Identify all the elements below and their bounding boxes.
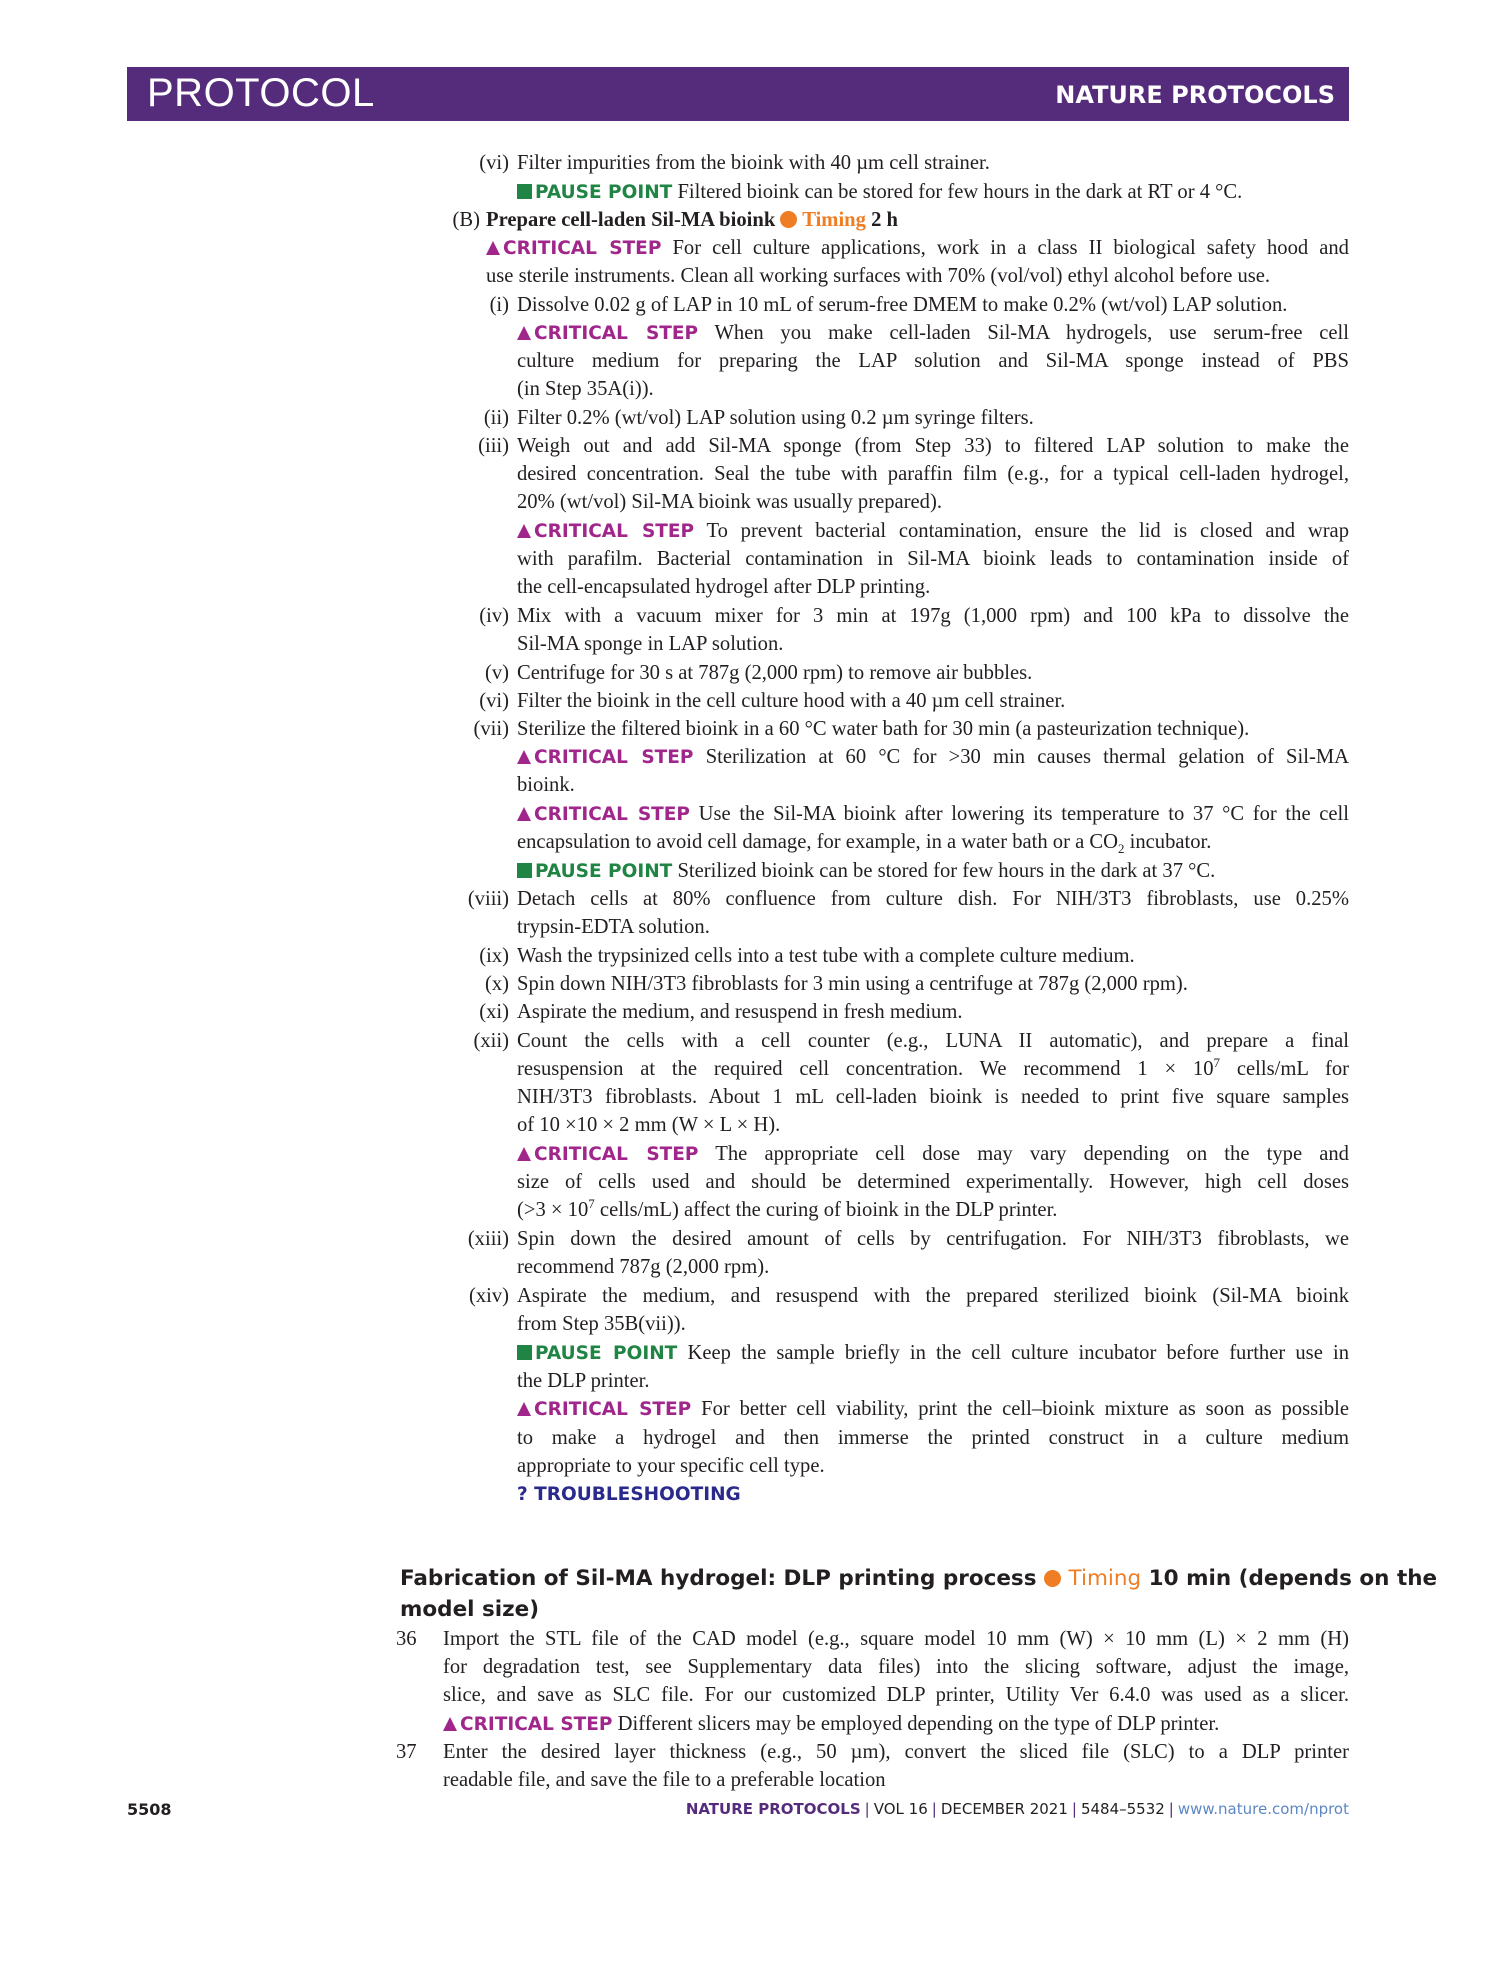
header-banner	[127, 67, 1349, 121]
pause-point-note	[517, 1339, 1349, 1367]
pause-label: PAUSE POINT	[535, 1343, 678, 1364]
critical-step-note	[517, 319, 1349, 347]
critical-label: CRITICAL STEP	[534, 747, 694, 768]
pause-text: Sterilized bioink can be stored for few hours in the dark at 37 °C.	[677, 860, 1216, 882]
step-number: (x)	[484, 973, 509, 995]
step-text: Mix with a vacuum mixer for 3 min at 197g (1,000 rpm) and 100 kPa to dissolve the	[517, 605, 1349, 627]
critical-text: use sterile instruments. Clean all working surfaces with 70% (vol/vol) ethyl alcohol before use.	[486, 265, 1271, 287]
step-text: trypsin-EDTA solution.	[517, 916, 710, 938]
step-number: (B)	[452, 209, 480, 231]
step-number: 36	[396, 1628, 417, 1650]
pause-square-icon	[517, 184, 532, 199]
step-text: Sil-MA sponge in LAP solution.	[517, 633, 784, 655]
critical-text: Different slicers may be employed depending on the type of DLP printer.	[617, 1713, 1220, 1735]
step-text: Filter the bioink in the cell culture hood with a 40 µm cell strainer.	[517, 690, 1066, 712]
step-text: from Step 35B(vii)).	[517, 1313, 686, 1335]
step-text: Spin down NIH/3T3 fibroblasts for 3 min using a centrifuge at 787g (2,000 rpm).	[517, 973, 1188, 995]
critical-text: To prevent bacterial contamination, ensure the lid is closed and wrap	[706, 520, 1349, 542]
step-text: recommend 787g (2,000 rpm).	[517, 1256, 770, 1278]
step-text: Dissolve 0.02 g of LAP in 10 mL of serum-free DMEM to make 0.2% (wt/vol) LAP solution.	[517, 294, 1288, 316]
step-number: (v)	[484, 662, 509, 684]
critical-text-part: (>3 × 10	[517, 1199, 589, 1221]
critical-text: (in Step 35A(i)).	[517, 378, 654, 400]
critical-label: CRITICAL STEP	[534, 804, 690, 825]
step-number: (iv)	[479, 605, 509, 627]
step-text: Sterilize the filtered bioink in a 60 °C water bath for 30 min (a pasteurization technique).	[517, 718, 1250, 740]
step-text: Spin down the desired amount of cells by centrifugation. For NIH/3T3 fibroblasts, we	[517, 1228, 1349, 1250]
critical-step-note	[517, 743, 1349, 771]
critical-triangle-icon	[517, 326, 531, 340]
step-number: (vi)	[479, 690, 509, 712]
critical-step-note	[517, 800, 1349, 828]
step-text: Wash the trypsinized cells into a test tube with a complete culture medium.	[517, 945, 1135, 967]
pause-label: PAUSE POINT	[535, 182, 673, 203]
step-number: (viii)	[467, 888, 509, 910]
step-text-part: resuspension at the required cell concentration. We recommend 1 × 10	[517, 1058, 1214, 1080]
step-number: (i)	[489, 294, 509, 316]
pause-square-icon	[517, 863, 532, 878]
critical-step-note	[517, 1140, 1349, 1168]
pause-point-note	[517, 178, 1242, 206]
footer-url-link[interactable]: www.nature.com/nprot	[1177, 1800, 1349, 1818]
step-text: 20% (wt/vol) Sil-MA bioink was usually prepared).	[517, 491, 942, 513]
step-text-part: cells/mL for	[1220, 1058, 1349, 1080]
step-number: (ix)	[479, 945, 509, 967]
critical-text: Use the Sil-MA bioink after lowering its temperature to 37 °C for the cell	[698, 803, 1349, 825]
section-type-label: PROTOCOL	[147, 71, 375, 115]
critical-step-note	[517, 1395, 1349, 1423]
timing-value: 2 h	[871, 209, 898, 231]
step-number: (xiv)	[468, 1285, 509, 1307]
critical-text: to make a hydrogel and then immerse the printed construct in a culture medium	[517, 1427, 1349, 1449]
step-number: (xii)	[473, 1030, 509, 1052]
critical-text: with parafilm. Bacterial contamination in Sil-MA bioink leads to contamination inside of	[517, 548, 1349, 570]
critical-text: For cell culture applications, work in a class II biological safety hood and	[672, 237, 1349, 259]
pause-text: the DLP printer.	[517, 1370, 650, 1392]
footer-journal: NATURE PROTOCOLS	[685, 1800, 861, 1818]
footer-volume: VOL 16	[873, 1800, 928, 1818]
critical-label: CRITICAL STEP	[503, 238, 662, 259]
critical-step-note	[486, 234, 1349, 262]
timing-dot-icon	[780, 211, 797, 228]
critical-step-note	[443, 1710, 1219, 1738]
step-heading-text: Prepare cell-laden Sil-MA bioink	[486, 209, 776, 231]
step-text: Aspirate the medium, and resuspend with the prepared sterilized bioink (Sil-MA bioink	[517, 1285, 1349, 1307]
subscript: 2	[1118, 841, 1125, 857]
critical-text: The appropriate cell dose may vary depending on the type and	[715, 1143, 1349, 1165]
pause-text: Keep the sample briefly in the cell culture incubator before further use in	[687, 1342, 1349, 1364]
critical-triangle-icon	[443, 1717, 457, 1731]
step-text: readable file, and save the file to a preferable location	[443, 1769, 886, 1791]
critical-triangle-icon	[517, 807, 531, 821]
superscript: 7	[1213, 1055, 1221, 1071]
step-text: Filter impurities from the bioink with 40 µm cell strainer.	[517, 152, 990, 174]
section-title: Fabrication of Sil-MA hydrogel: DLP printing process	[400, 1566, 1037, 1591]
step-text: Enter the desired layer thickness (e.g., 50 µm), convert the sliced file (SLC) to a DLP printer	[443, 1741, 1349, 1763]
critical-text: For better cell viability, print the cell–bioink mixture as soon as possible	[701, 1398, 1349, 1420]
critical-text: culture medium for preparing the LAP solution and Sil-MA sponge instead of PBS	[517, 350, 1349, 372]
section-heading	[400, 1563, 1437, 1594]
pause-text: Filtered bioink can be stored for few hours in the dark at RT or 4 °C.	[677, 181, 1243, 203]
critical-text: Sterilization at 60 °C for >30 min causes thermal gelation of Sil-MA	[705, 746, 1349, 768]
step-text: desired concentration. Seal the tube with paraffin film (e.g., for a typical cell-laden hydrogel,	[517, 463, 1349, 485]
critical-text: When you make cell-laden Sil-MA hydrogels, use serum-free cell	[714, 322, 1349, 344]
critical-triangle-icon	[517, 524, 531, 538]
page-number: 5508	[127, 1800, 172, 1819]
critical-text	[517, 1196, 1057, 1224]
critical-label: CRITICAL STEP	[534, 1399, 692, 1420]
step-text: Count the cells with a cell counter (e.g., LUNA II automatic), and prepare a final	[517, 1030, 1349, 1052]
pause-point-note	[517, 857, 1215, 885]
critical-text-part: encapsulation to avoid cell damage, for example, in a water bath or a CO	[517, 831, 1118, 853]
critical-text: appropriate to your specific cell type.	[517, 1455, 825, 1477]
critical-label: CRITICAL STEP	[460, 1714, 613, 1735]
step-text: Detach cells at 80% confluence from culture dish. For NIH/3T3 fibroblasts, use 0.25%	[517, 888, 1349, 910]
step-heading	[486, 206, 898, 234]
critical-triangle-icon	[517, 750, 531, 764]
step-number: (vii)	[473, 718, 509, 740]
section-heading-continued: model size)	[400, 1597, 540, 1622]
critical-text-part: cells/mL) affect the curing of bioink in the DLP printer.	[594, 1199, 1058, 1221]
critical-text: the cell-encapsulated hydrogel after DLP printing.	[517, 576, 931, 598]
pause-label: PAUSE POINT	[535, 861, 673, 882]
step-text	[517, 1055, 1349, 1083]
timing-label: Timing	[802, 209, 866, 231]
step-number: (vi)	[479, 152, 509, 174]
critical-triangle-icon	[517, 1402, 531, 1416]
step-number: (xi)	[479, 1001, 509, 1023]
critical-triangle-icon	[517, 1147, 531, 1161]
critical-text-part: incubator.	[1124, 831, 1212, 853]
step-text: slice, and save as SLC file. For our customized DLP printer, Utility Ver 6.4.0 was used as a slicer.	[443, 1684, 1349, 1706]
critical-label: CRITICAL STEP	[534, 521, 695, 542]
journal-name: NATURE PROTOCOLS	[1055, 81, 1335, 109]
timing-label: Timing	[1068, 1566, 1142, 1591]
critical-text: bioink.	[517, 774, 575, 796]
critical-text	[517, 828, 1211, 856]
step-text: of 10 ×10 × 2 mm (W × L × H).	[517, 1114, 781, 1136]
step-text: Filter 0.2% (wt/vol) LAP solution using 0.2 µm syringe filters.	[517, 407, 1034, 429]
footer-citation: NATURE PROTOCOLS | VOL 16 | DECEMBER 2021 | 5484–5532 | www.nature.com/nprot	[685, 1800, 1349, 1818]
pause-square-icon	[517, 1345, 532, 1360]
critical-label: CRITICAL STEP	[534, 1144, 699, 1165]
step-number: (ii)	[483, 407, 509, 429]
footer-pages: 5484–5532	[1080, 1800, 1165, 1818]
timing-value: 10 min (depends on the	[1148, 1566, 1438, 1591]
critical-text: size of cells used and should be determined experimentally. However, high cell doses	[517, 1171, 1349, 1193]
footer-date: DECEMBER 2021	[940, 1800, 1068, 1818]
step-number: (xiii)	[467, 1228, 509, 1250]
step-text: Weigh out and add Sil-MA sponge (from Step 33) to filtered LAP solution to make the	[517, 435, 1349, 457]
step-text: Centrifuge for 30 s at 787g (2,000 rpm) to remove air bubbles.	[517, 662, 1033, 684]
step-text: Aspirate the medium, and resuspend in fresh medium.	[517, 1001, 963, 1023]
troubleshooting-label[interactable]: ? TROUBLESHOOTING	[517, 1484, 741, 1505]
step-number: (iii)	[478, 435, 509, 457]
critical-triangle-icon	[486, 241, 500, 255]
timing-dot-icon	[1044, 1570, 1061, 1587]
step-text: Import the STL file of the CAD model (e.g., square model 10 mm (W) × 10 mm (L) × 2 mm (H)	[443, 1628, 1349, 1650]
superscript: 7	[588, 1196, 595, 1212]
troubleshooting-link[interactable]	[517, 1480, 741, 1508]
critical-label: CRITICAL STEP	[534, 323, 699, 344]
critical-step-note	[517, 517, 1349, 545]
step-text: NIH/3T3 fibroblasts. About 1 mL cell-laden bioink is needed to print five square samples	[517, 1086, 1349, 1108]
step-text: for degradation test, see Supplementary data files) into the slicing software, adjust the image,	[443, 1656, 1349, 1678]
step-number: 37	[396, 1741, 417, 1763]
